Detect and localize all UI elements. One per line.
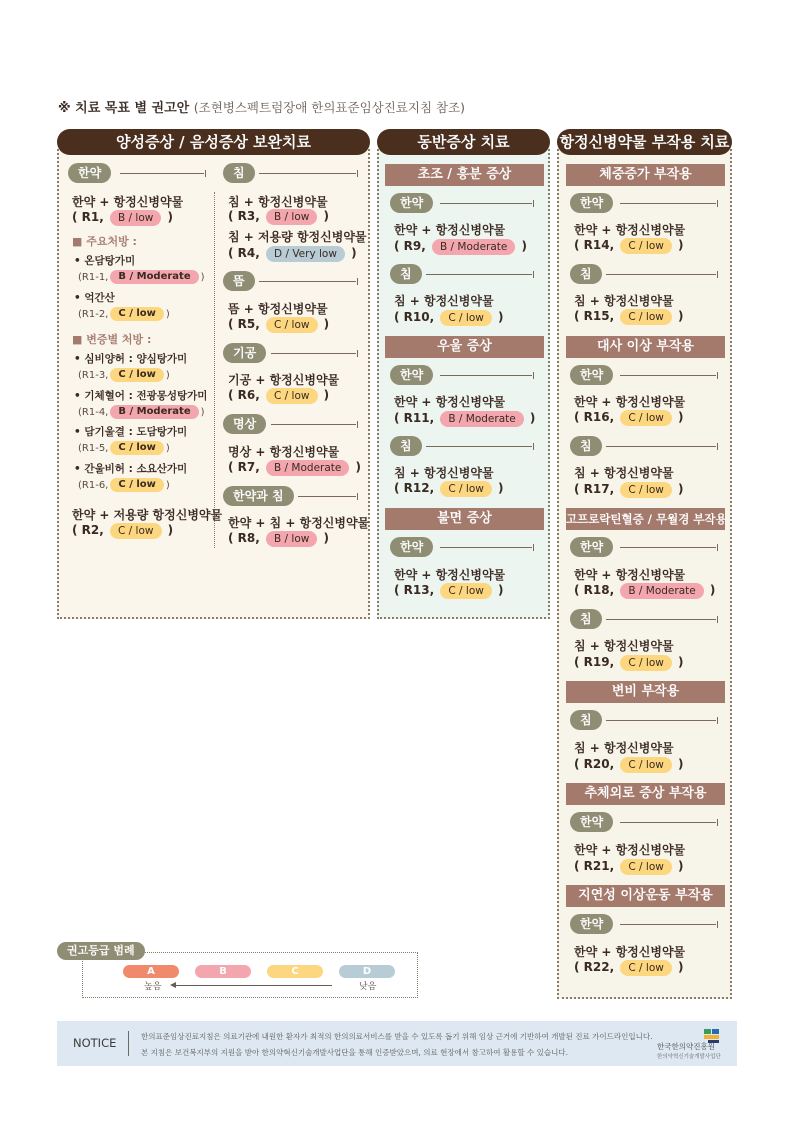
grade-badge: C / low (440, 481, 491, 497)
r1-2-code: (R1-2, (78, 309, 109, 320)
grade-badge: B / low (266, 209, 317, 225)
r18-title: 한약 + 항정신병약물 (574, 568, 686, 582)
r4-recommendation: ( R4, D / Very low ) (228, 246, 357, 260)
column-divider (214, 192, 215, 548)
tag-acupuncture: 침 (570, 609, 602, 629)
r1-4-code: (R1-4, (78, 407, 109, 418)
tag-line (620, 547, 716, 548)
main-prescriptions-heading: ■ 주요처방 : (72, 235, 137, 248)
r10-recommendation: ( R10, C / low ) (394, 310, 504, 324)
grade-badge: C / low (620, 238, 671, 254)
r5-recommendation: ( R5, C / low ) (228, 317, 330, 331)
tag-moxibustion: 뜸 (223, 271, 255, 291)
section-hyperprolactinemia: 고프로락틴혈증 / 무월경 부작용 (566, 508, 725, 530)
r21-title: 한약 + 항정신병약물 (574, 843, 686, 857)
grade-badge: C / low (620, 757, 671, 773)
grade-badge: C / low (440, 310, 491, 326)
r19-code: R19, (583, 655, 615, 669)
tag-herbal: 한약 (570, 537, 613, 557)
pattern-prescriptions-heading: ■ 변증별 처방 : (72, 333, 152, 346)
r1-3-recommendation: (R1-3, C / low ) (78, 369, 170, 381)
prescription-item: • 담기울결 : 도담탕가미 (74, 426, 188, 438)
prescription-item: • 억간산 (74, 292, 115, 304)
legend-arrow-icon (172, 985, 332, 986)
notice-divider (128, 1031, 129, 1056)
grade-badge: B / Moderate (440, 411, 523, 427)
grade-badge: C / low (110, 523, 161, 539)
r21-recommendation: ( R21, C / low ) (574, 859, 684, 873)
section-tardive-dyskinesia: 지연성 이상운동 부작용 (566, 885, 725, 907)
tag-herbal: 한약 (570, 193, 613, 213)
tag-line (620, 924, 716, 925)
tag-herbal: 한약 (390, 537, 433, 557)
legend-grade-b: B (195, 965, 251, 978)
r6-recommendation: ( R6, C / low ) (228, 388, 330, 402)
r3-recommendation: ( R3, B / low ) (228, 209, 330, 223)
r14-recommendation: ( R14, C / low ) (574, 238, 684, 252)
r12-code: R12, (403, 481, 435, 495)
tag-herbal: 한약 (68, 163, 111, 183)
r13-title: 한약 + 항정신병약물 (394, 568, 506, 582)
r6-code: R6, (237, 388, 260, 402)
tag-line (298, 496, 356, 497)
tag-line (440, 375, 532, 376)
r8-title: 한약 + 침 + 항정신병약물 (228, 516, 370, 530)
r4-code: R4, (237, 246, 260, 260)
grade-badge: C / low (440, 583, 491, 599)
section-agitation: 초조 / 흥분 증상 (385, 164, 544, 186)
tag-acupuncture: 침 (570, 710, 602, 730)
page-title-main: ※ 치료 목표 별 권고안 (58, 101, 190, 116)
tag-line (259, 281, 356, 282)
grade-badge: C / low (266, 388, 317, 404)
r7-recommendation: ( R7, B / Moderate ) (228, 460, 362, 474)
tag-acupuncture: 침 (390, 436, 422, 456)
section-depression: 우울 증상 (385, 336, 544, 358)
page-title-sub: (조현병스펙트럼장애 한의표준임상진료지침 참조) (193, 100, 466, 115)
grade-badge: C / low (266, 317, 317, 333)
organization-sub: 한의약혁신기술개발사업단 (657, 1054, 721, 1060)
r1-recommendation: ( R1, B / low ) (72, 210, 174, 224)
tag-line (606, 619, 716, 620)
r1-5-code: (R1-5, (78, 443, 109, 454)
section-constipation: 변비 부작용 (566, 681, 725, 703)
r3-title: 침 + 항정신병약물 (228, 195, 328, 209)
r17-title: 침 + 항정신병약물 (574, 466, 674, 480)
tag-line (440, 203, 532, 204)
r22-code: R22, (583, 960, 615, 974)
organization-name (657, 1042, 721, 1062)
r19-recommendation: ( R19, C / low ) (574, 655, 684, 669)
grade-badge: C / low (110, 307, 164, 321)
r1-3-code: (R1-3, (78, 370, 109, 381)
tag-line (606, 446, 716, 447)
page-title (58, 97, 465, 116)
r12-recommendation: ( R12, C / low ) (394, 481, 504, 495)
r20-code: R20, (583, 757, 615, 771)
grade-badge: C / low (620, 309, 671, 325)
grade-badge: B / Moderate (110, 405, 198, 419)
r4-title: 침 + 저용량 항정신병약물 (228, 230, 367, 244)
r12-title: 침 + 항정신병약물 (394, 466, 494, 480)
legend-grade-d: D (339, 965, 395, 978)
section-extrapyramidal: 추체외로 증상 부작용 (566, 783, 725, 805)
grade-badge: B / Moderate (266, 460, 349, 476)
r1-2-recommendation: (R1-2, C / low ) (78, 308, 170, 320)
tag-line (426, 274, 532, 275)
r15-code: R15, (583, 309, 615, 323)
r7-title: 명상 + 항정신병약물 (228, 445, 340, 459)
prescription-item: • 심비양허 : 양심탕가미 (74, 353, 188, 365)
tag-line (606, 274, 716, 275)
prescription-item: • 간울비허 : 소요산가미 (74, 463, 188, 475)
r11-recommendation: ( R11, B / Moderate ) (394, 411, 536, 425)
tag-line (271, 424, 356, 425)
r5-code: R5, (237, 317, 260, 331)
grade-badge: C / low (110, 368, 164, 382)
r10-code: R10, (403, 310, 435, 324)
tag-line (620, 822, 716, 823)
tag-herbal-acupuncture: 한약과 침 (223, 486, 294, 506)
tag-herbal: 한약 (390, 365, 433, 385)
r17-recommendation: ( R17, C / low ) (574, 482, 684, 496)
tag-line (620, 375, 716, 376)
r9-code: R9, (403, 239, 426, 253)
r5-title: 뜸 + 항정신병약물 (228, 302, 328, 316)
tag-acupuncture: 침 (223, 163, 255, 183)
section-weight-gain: 체중증가 부작용 (566, 164, 725, 186)
tag-line (440, 547, 532, 548)
tag-line (606, 720, 716, 721)
r16-title: 한약 + 항정신병약물 (574, 395, 686, 409)
r9-title: 한약 + 항정신병약물 (394, 223, 506, 237)
notice-line-2: 본 지침은 보건복지부의 지원을 받아 한의약혁신기술개발사업단을 통해 인증받았으며, 의료 현장에서 참고하여 활용할 수 있습니다. (141, 1048, 568, 1057)
r22-recommendation: ( R22, C / low ) (574, 960, 684, 974)
r22-title: 한약 + 항정신병약물 (574, 945, 686, 959)
r2-title: 한약 + 저용량 항정신병약물 (72, 508, 223, 522)
r16-recommendation: ( R16, C / low ) (574, 410, 684, 424)
grade-badge: C / low (110, 478, 164, 492)
r3-code: R3, (237, 209, 260, 223)
r1-1-recommendation: (R1-1, B / Moderate ) (78, 271, 205, 283)
notice-label: NOTICE (73, 1036, 117, 1050)
r21-code: R21, (583, 859, 615, 873)
tag-line (426, 446, 532, 447)
r16-code: R16, (583, 410, 615, 424)
grade-badge: C / low (620, 859, 671, 875)
legend-grade-c: C (267, 965, 323, 978)
grade-badge: D / Very low (266, 246, 345, 262)
legend-grade-a: A (123, 965, 179, 978)
tag-herbal: 한약 (570, 365, 613, 385)
r9-recommendation: ( R9, B / Moderate ) (394, 239, 528, 253)
legend-low-label: 낮음 (359, 982, 377, 992)
grade-badge: C / low (620, 960, 671, 976)
r1-title: 한약 + 항정신병약물 (72, 195, 184, 209)
r8-code: R8, (237, 531, 260, 545)
tag-acupuncture: 침 (570, 436, 602, 456)
tag-herbal: 한약 (390, 193, 433, 213)
r13-recommendation: ( R13, C / low ) (394, 583, 504, 597)
legend-high-label: 높음 (144, 982, 162, 992)
r18-code: R18, (583, 583, 615, 597)
tag-herbal: 한약 (570, 914, 613, 934)
r11-code: R11, (403, 411, 435, 425)
section-metabolic: 대사 이상 부작용 (566, 336, 725, 358)
legend-title: 권고등급 범례 (57, 942, 145, 960)
r6-title: 기공 + 항정신병약물 (228, 373, 340, 387)
notice-line-1: 한의표준임상진료지침은 의료기관에 내원한 환자가 최적의 한의의료서비스를 받을 수 있도록 돕기 위해 임상 근거에 기반하여 개발된 진료 가이드라인입니다. (141, 1032, 653, 1041)
r14-code: R14, (583, 238, 615, 252)
r15-title: 침 + 항정신병약물 (574, 294, 674, 308)
header-comorbid: 동반증상 치료 (377, 129, 550, 155)
r1-5-recommendation: (R1-5, C / low ) (78, 442, 170, 454)
r1-code: R1, (81, 210, 104, 224)
tag-acupuncture: 침 (390, 264, 422, 284)
grade-badge: B / Moderate (110, 270, 198, 284)
grade-badge: B / low (266, 531, 317, 547)
r18-recommendation: ( R18, B / Moderate ) (574, 583, 716, 597)
grade-badge: C / low (620, 655, 671, 671)
prescription-item: • 기체혈어 : 전광몽성탕가미 (74, 390, 208, 402)
r14-title: 한약 + 항정신병약물 (574, 223, 686, 237)
organization-name-ko: 한국한의약진흥원 (657, 1042, 715, 1051)
header-positive-negative: 양성증상 / 음성증상 보완치료 (57, 129, 370, 155)
notice-bar (57, 1021, 737, 1066)
grade-badge: C / low (620, 482, 671, 498)
r15-recommendation: ( R15, C / low ) (574, 309, 684, 323)
tag-line (120, 173, 204, 174)
tag-meditation: 명상 (223, 414, 266, 434)
tag-line (271, 353, 356, 354)
prescription-item: • 온담탕가미 (74, 255, 136, 267)
r2-recommendation: ( R2, C / low ) (72, 523, 174, 537)
r20-recommendation: ( R20, C / low ) (574, 757, 684, 771)
r1-1-code: (R1-1, (78, 272, 109, 283)
grade-badge: B / Moderate (620, 583, 703, 599)
r19-title: 침 + 항정신병약물 (574, 639, 674, 653)
section-insomnia: 불면 증상 (385, 508, 544, 530)
r20-title: 침 + 항정신병약물 (574, 741, 674, 755)
grade-badge: B / low (110, 210, 161, 226)
r8-recommendation: ( R8, B / low ) (228, 531, 330, 545)
r13-code: R13, (403, 583, 435, 597)
r1-6-recommendation: (R1-6, C / low ) (78, 479, 170, 491)
r11-title: 한약 + 항정신병약물 (394, 395, 506, 409)
r1-4-recommendation: (R1-4, B / Moderate ) (78, 406, 205, 418)
tag-herbal: 한약 (570, 812, 613, 832)
grade-badge: B / Moderate (432, 239, 515, 255)
tag-line (620, 203, 716, 204)
r2-code: R2, (81, 523, 104, 537)
r1-6-code: (R1-6, (78, 480, 109, 491)
r10-title: 침 + 항정신병약물 (394, 294, 494, 308)
tag-acupuncture: 침 (570, 264, 602, 284)
grade-badge: C / low (620, 410, 671, 426)
tag-line (259, 173, 356, 174)
grade-badge: C / low (110, 441, 164, 455)
r7-code: R7, (237, 460, 260, 474)
header-side-effects: 항정신병약물 부작용 치료 (557, 129, 732, 155)
r17-code: R17, (583, 482, 615, 496)
tag-qigong: 기공 (223, 343, 266, 363)
